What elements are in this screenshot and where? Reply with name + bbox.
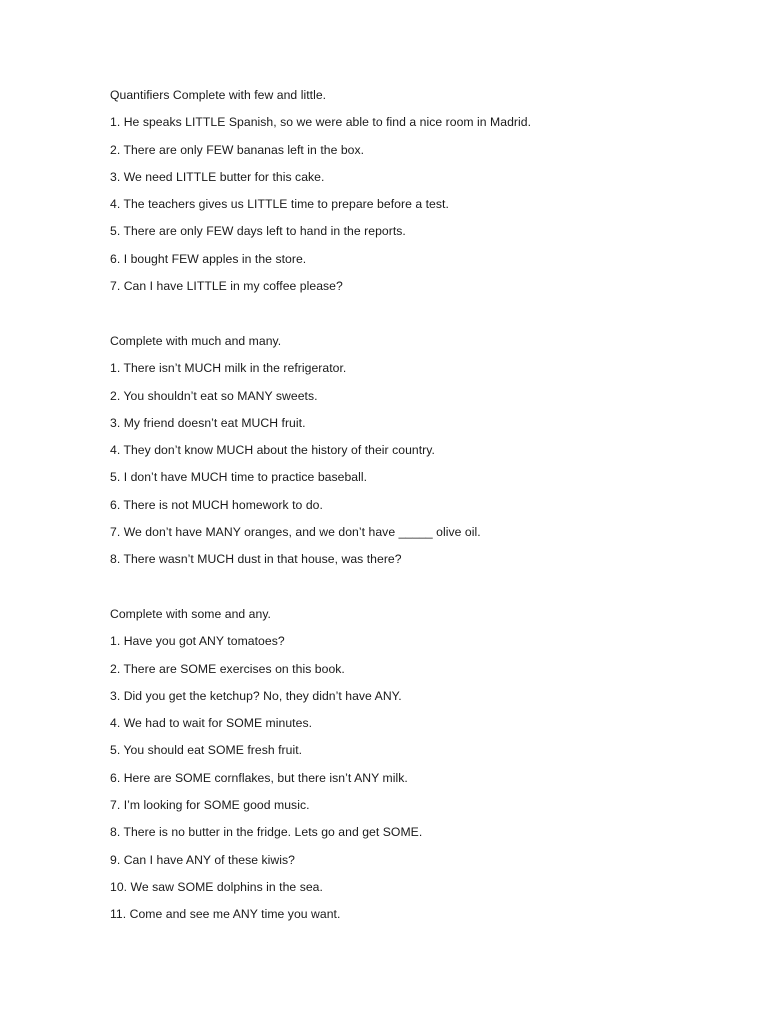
exercise-item: 7. We don’t have MANY oranges, and we don’t have _____ olive oil.	[110, 525, 481, 540]
exercise-item: 1. He speaks LITTLE Spanish, so we were able to find a nice room in Madrid.	[110, 115, 532, 130]
section-heading: Complete with much and many.	[110, 334, 282, 348]
exercise-item: 7. I’m looking for SOME good music.	[110, 798, 310, 813]
exercise-item: 4. We had to wait for SOME minutes.	[110, 716, 313, 731]
exercise-item: 3. We need LITTLE butter for this cake.	[110, 169, 325, 184]
exercise-item: 4. They don’t know MUCH about the history of their country.	[110, 443, 435, 458]
exercise-item: 5. I don’t have MUCH time to practice baseball.	[110, 470, 368, 485]
exercise-item: 1. There isn’t MUCH milk in the refrigerator.	[110, 361, 347, 376]
section-heading: Quantifiers Complete with few and little.	[110, 88, 327, 102]
exercise-item: 11. Come and see me ANY time you want.	[110, 907, 341, 922]
exercise-item: 2. There are only FEW bananas left in the box.	[110, 142, 365, 157]
exercise-item: 7. Can I have LITTLE in my coffee please?	[110, 279, 343, 294]
exercise-item: 2. You shouldn’t eat so MANY sweets.	[110, 388, 318, 403]
exercise-item: 3. Did you get the ketchup? No, they didn’t have ANY.	[110, 688, 402, 703]
exercise-item: 3. My friend doesn’t eat MUCH fruit.	[110, 415, 306, 430]
exercise-item: 9. Can I have ANY of these kiwis?	[110, 852, 296, 867]
exercise-item: 10. We saw SOME dolphins in the sea.	[110, 879, 323, 894]
exercise-item: 6. I bought FEW apples in the store.	[110, 251, 307, 266]
exercise-item: 8. There is no butter in the fridge. Lets go and get SOME.	[110, 825, 423, 840]
exercise-item: 4. The teachers gives us LITTLE time to prepare before a test.	[110, 197, 449, 212]
section-much-many	[110, 333, 710, 579]
exercise-item: 5. You should eat SOME fresh fruit.	[110, 743, 303, 758]
section-heading: Complete with some and any.	[110, 607, 271, 621]
exercise-item: 1. Have you got ANY tomatoes?	[110, 634, 285, 649]
exercise-item: 6. There is not MUCH homework to do.	[110, 497, 323, 512]
exercise-item: 8. There wasn’t MUCH dust in that house, was there?	[110, 552, 402, 567]
exercise-item: 6. Here are SOME cornflakes, but there isn’t ANY milk.	[110, 770, 408, 785]
exercise-item: 5. There are only FEW days left to hand in the reports.	[110, 224, 406, 239]
section-few-little	[110, 87, 710, 305]
exercise-item: 2. There are SOME exercises on this book.	[110, 661, 345, 676]
section-some-any	[110, 606, 710, 934]
